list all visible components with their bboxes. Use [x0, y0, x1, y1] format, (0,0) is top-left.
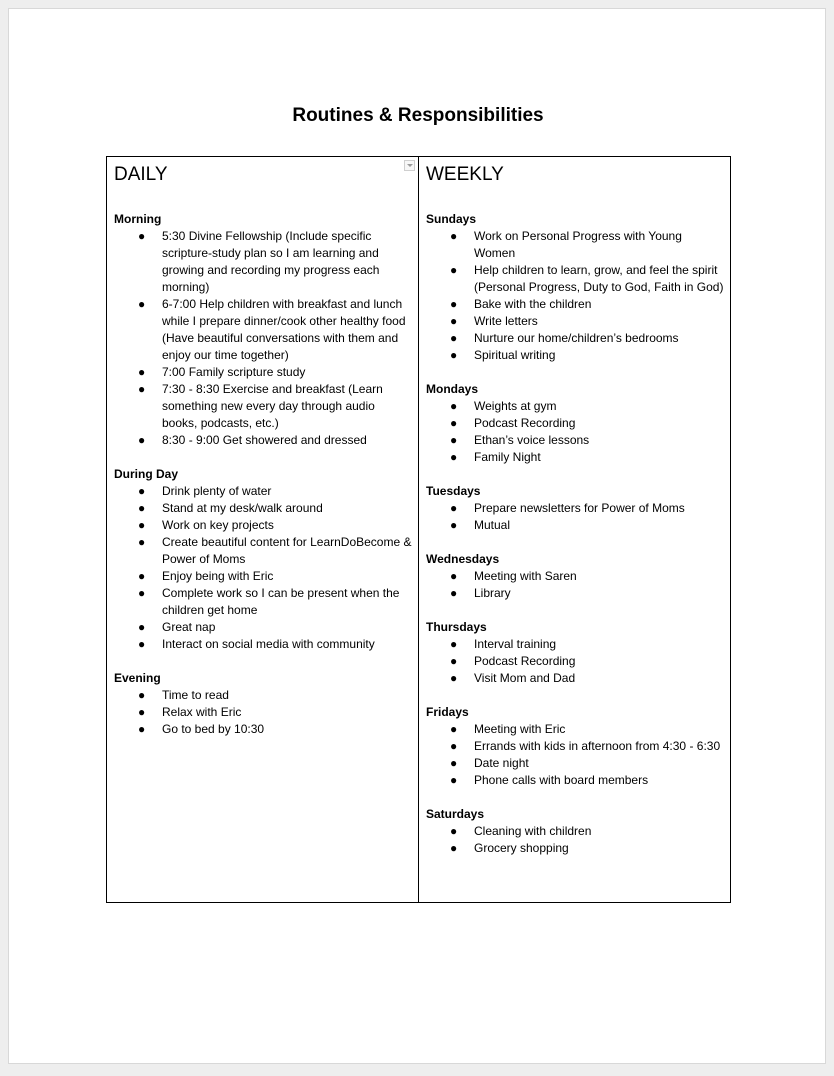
list-item [426, 330, 724, 347]
section-heading: Thursdays [426, 620, 487, 634]
section-heading: During Day [114, 467, 179, 481]
list-item-text: Time to read [162, 688, 229, 702]
bullet-icon: ● [450, 331, 458, 345]
list-item [426, 755, 724, 772]
bullet-icon: ● [138, 433, 146, 447]
section-during-day [114, 466, 412, 653]
bullet-icon: ● [450, 671, 458, 685]
bullet-icon: ● [450, 450, 458, 464]
list-item-text: Interact on social media with community [162, 637, 375, 651]
list-item-text: 5:30 Divine Fellowship (Include specific scripture-study plan so I am learning and growing and recording my progress each morning) [162, 229, 380, 294]
list-item [426, 296, 724, 313]
bullet-icon: ● [450, 569, 458, 583]
list-item [426, 313, 724, 330]
list-item-text: Stand at my desk/walk around [162, 501, 323, 515]
daily-sections [114, 211, 412, 738]
list-item-text: Help children to learn, grow, and feel the spirit (Personal Progress, Duty to God, Faith in God) [474, 263, 724, 294]
list-item [426, 721, 724, 738]
list-item-text: Enjoy being with Eric [162, 569, 274, 583]
bullet-icon: ● [138, 569, 146, 583]
bullet-icon: ● [450, 654, 458, 668]
bullet-icon: ● [138, 705, 146, 719]
weekly-heading: WEEKLY [426, 164, 504, 185]
list-item-text: Prepare newsletters for Power of Moms [474, 501, 685, 515]
section-heading: Tuesdays [426, 484, 481, 498]
list-item-text: Date night [474, 756, 529, 770]
bullet-icon: ● [450, 433, 458, 447]
section-heading: Morning [114, 212, 162, 226]
section-saturdays [426, 806, 724, 857]
document-page [8, 8, 826, 1064]
list-item [426, 823, 724, 840]
bullet-icon: ● [138, 382, 146, 396]
bullet-icon: ● [450, 297, 458, 311]
list-item [426, 738, 724, 755]
list-item-text: 8:30 - 9:00 Get showered and dressed [162, 433, 367, 447]
list-item [114, 381, 412, 432]
list-item-text: Complete work so I can be present when the children get home [162, 586, 400, 617]
list-item-text: Meeting with Saren [474, 569, 577, 583]
list-item [426, 347, 724, 364]
section-evening [114, 670, 412, 738]
bullet-icon: ● [138, 501, 146, 515]
list-item-text: Weights at gym [474, 399, 557, 413]
list-item-text: 6-7:00 Help children with breakfast and lunch while I prepare dinner/cook other healthy food (Have beautiful conversations with them and enjoy our time together) [162, 297, 406, 362]
bullet-list [426, 500, 724, 534]
bullet-icon: ● [450, 229, 458, 243]
list-item [114, 568, 412, 585]
list-item [114, 534, 412, 568]
list-item [114, 483, 412, 500]
list-item-text: Phone calls with board members [474, 773, 649, 787]
list-item-text: Write letters [474, 314, 538, 328]
section-tuesdays [426, 483, 724, 534]
list-item-text: Drink plenty of water [162, 484, 272, 498]
list-item-text: Relax with Eric [162, 705, 242, 719]
list-item-text: Work on key projects [162, 518, 274, 532]
bullet-list [426, 721, 724, 789]
section-heading: Fridays [426, 705, 469, 719]
bullet-icon: ● [450, 263, 458, 277]
list-item [426, 262, 724, 296]
bullet-icon: ● [450, 637, 458, 651]
bullet-icon: ● [450, 399, 458, 413]
list-item [114, 721, 412, 738]
bullet-icon: ● [450, 824, 458, 838]
section-heading: Evening [114, 671, 161, 685]
list-item [114, 585, 412, 619]
bullet-list [426, 398, 724, 466]
section-heading: Wednesdays [426, 552, 500, 566]
bullet-icon: ● [138, 620, 146, 634]
bullet-icon: ● [450, 348, 458, 362]
list-item-text: 7:30 - 8:30 Exercise and breakfast (Learn something new every day through audio books, podcasts, etc.) [162, 382, 383, 430]
section-thursdays [426, 619, 724, 687]
list-item-text: Work on Personal Progress with Young Women [474, 229, 682, 260]
section-wednesdays [426, 551, 724, 602]
bullet-list [426, 228, 724, 364]
list-item-text: Bake with the children [474, 297, 592, 311]
list-item [114, 500, 412, 517]
bullet-icon: ● [450, 739, 458, 753]
list-item-text: Errands with kids in afternoon from 4:30 - 6:30 [474, 739, 721, 753]
bullet-list [114, 483, 412, 653]
list-item [114, 432, 412, 449]
list-item-text: Family Night [474, 450, 541, 464]
bullet-icon: ● [138, 722, 146, 736]
list-item [114, 296, 412, 364]
chevron-down-icon[interactable] [404, 160, 415, 171]
bullet-icon: ● [450, 518, 458, 532]
section-heading: Saturdays [426, 807, 485, 821]
bullet-icon: ● [138, 229, 146, 243]
bullet-icon: ● [450, 841, 458, 855]
bullet-icon: ● [450, 773, 458, 787]
list-item [426, 449, 724, 466]
section-sundays [426, 211, 724, 364]
list-item [426, 517, 724, 534]
list-item [426, 432, 724, 449]
bullet-icon: ● [138, 637, 146, 651]
daily-column[interactable] [107, 157, 419, 902]
bullet-icon: ● [450, 501, 458, 515]
list-item [426, 772, 724, 789]
bullet-icon: ● [450, 722, 458, 736]
list-item [114, 636, 412, 653]
list-item-text: Mutual [474, 518, 511, 532]
bullet-icon: ● [138, 535, 146, 549]
bullet-icon: ● [138, 586, 146, 600]
list-item-text: Podcast Recording [474, 654, 576, 668]
bullet-icon: ● [138, 297, 146, 311]
bullet-icon: ● [450, 314, 458, 328]
list-item-text: Ethan’s voice lessons [474, 433, 590, 447]
bullet-list [426, 568, 724, 602]
list-item-text: Cleaning with children [474, 824, 592, 838]
bullet-icon: ● [450, 416, 458, 430]
section-fridays [426, 704, 724, 789]
bullet-list [426, 636, 724, 687]
section-morning [114, 211, 412, 449]
bullet-icon: ● [450, 586, 458, 600]
list-item [426, 415, 724, 432]
section-mondays [426, 381, 724, 466]
list-item [426, 228, 724, 262]
list-item [426, 500, 724, 517]
bullet-icon: ● [138, 484, 146, 498]
list-item-text: Meeting with Eric [474, 722, 566, 736]
bullet-list [426, 823, 724, 857]
list-item [426, 670, 724, 687]
list-item [426, 653, 724, 670]
list-item [114, 619, 412, 636]
list-item-text: Grocery shopping [474, 841, 569, 855]
list-item [426, 636, 724, 653]
list-item-text: Podcast Recording [474, 416, 576, 430]
bullet-icon: ● [138, 365, 146, 379]
list-item-text: Library [474, 586, 511, 600]
list-item [114, 517, 412, 534]
list-item [426, 398, 724, 415]
weekly-column[interactable] [419, 157, 730, 902]
list-item [114, 228, 412, 296]
bullet-icon: ● [450, 756, 458, 770]
routines-table [106, 156, 731, 903]
bullet-list [114, 687, 412, 738]
bullet-list [114, 228, 412, 449]
list-item-text: Great nap [162, 620, 216, 634]
list-item [114, 704, 412, 721]
list-item-text: Spiritual writing [474, 348, 556, 362]
weekly-sections [426, 211, 724, 857]
document-title: Routines & Responsibilities [292, 105, 544, 126]
list-item [426, 585, 724, 602]
daily-heading: DAILY [114, 164, 168, 185]
section-heading: Sundays [426, 212, 477, 226]
list-item-text: Nurture our home/children’s bedrooms [474, 331, 679, 345]
list-item-text: 7:00 Family scripture study [162, 365, 306, 379]
list-item [426, 568, 724, 585]
list-item [426, 840, 724, 857]
list-item-text: Interval training [474, 637, 557, 651]
list-item-text: Visit Mom and Dad [474, 671, 576, 685]
list-item [114, 364, 412, 381]
list-item-text: Create beautiful content for LearnDoBecome & Power of Moms [162, 535, 412, 566]
list-item [114, 687, 412, 704]
bullet-icon: ● [138, 518, 146, 532]
bullet-icon: ● [138, 688, 146, 702]
section-heading: Mondays [426, 382, 479, 396]
list-item-text: Go to bed by 10:30 [162, 722, 265, 736]
